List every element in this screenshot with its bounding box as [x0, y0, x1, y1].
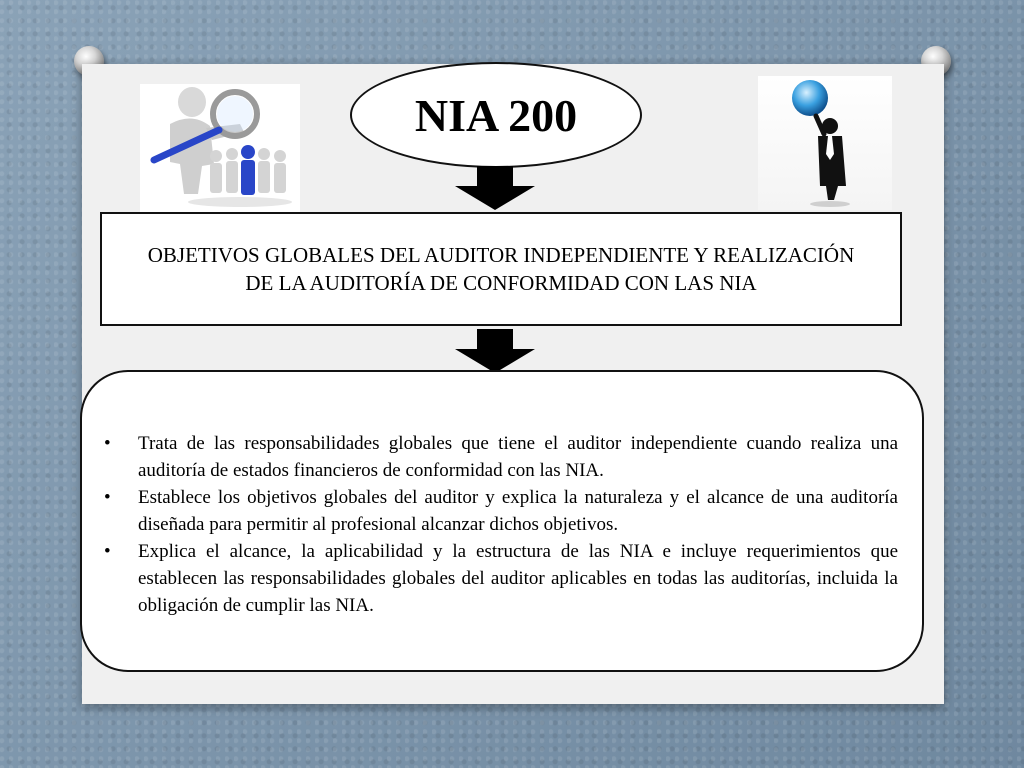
bullet-text: Explica el alcance, la aplicabilidad y la estructura de las NIA e incluye requerimientos que establecen las responsabilidades globales del auditor aplicables en todas las auditorías, incluida la obligación de cumplir las NIA. — [138, 541, 898, 616]
list-item — [104, 484, 898, 538]
bullet-icon: • — [104, 541, 111, 562]
bullet-text: Trata de las responsabilidades globales que tiene el auditor independiente cuando realiza una auditoría de estados financieros de conformidad con las NIA. — [138, 433, 898, 481]
bullet-text: Establece los objetivos globales del auditor y explica la naturaleza y el alcance de una auditoría diseñada para permitir al profesional alcanzar dichos objetivos. — [138, 487, 898, 535]
down-arrow-icon — [455, 166, 535, 210]
bullet-list — [104, 430, 898, 619]
objective-text: OBJETIVOS GLOBALES DEL AUDITOR INDEPENDIENTE Y REALIZACIÓN DE LA AUDITORÍA DE CONFORMIDAD CON LAS NIA — [147, 243, 855, 295]
content-panel — [80, 370, 924, 672]
list-item — [104, 538, 898, 619]
bullet-icon: • — [104, 433, 111, 454]
page-title: NIA 200 — [350, 62, 642, 168]
objective-heading — [100, 212, 902, 326]
magnifier-people-illustration-icon — [140, 84, 300, 214]
businessman-globe-illustration-icon — [758, 76, 892, 210]
list-item — [104, 430, 898, 484]
down-arrow-icon — [455, 329, 535, 373]
bullet-icon: • — [104, 487, 111, 508]
